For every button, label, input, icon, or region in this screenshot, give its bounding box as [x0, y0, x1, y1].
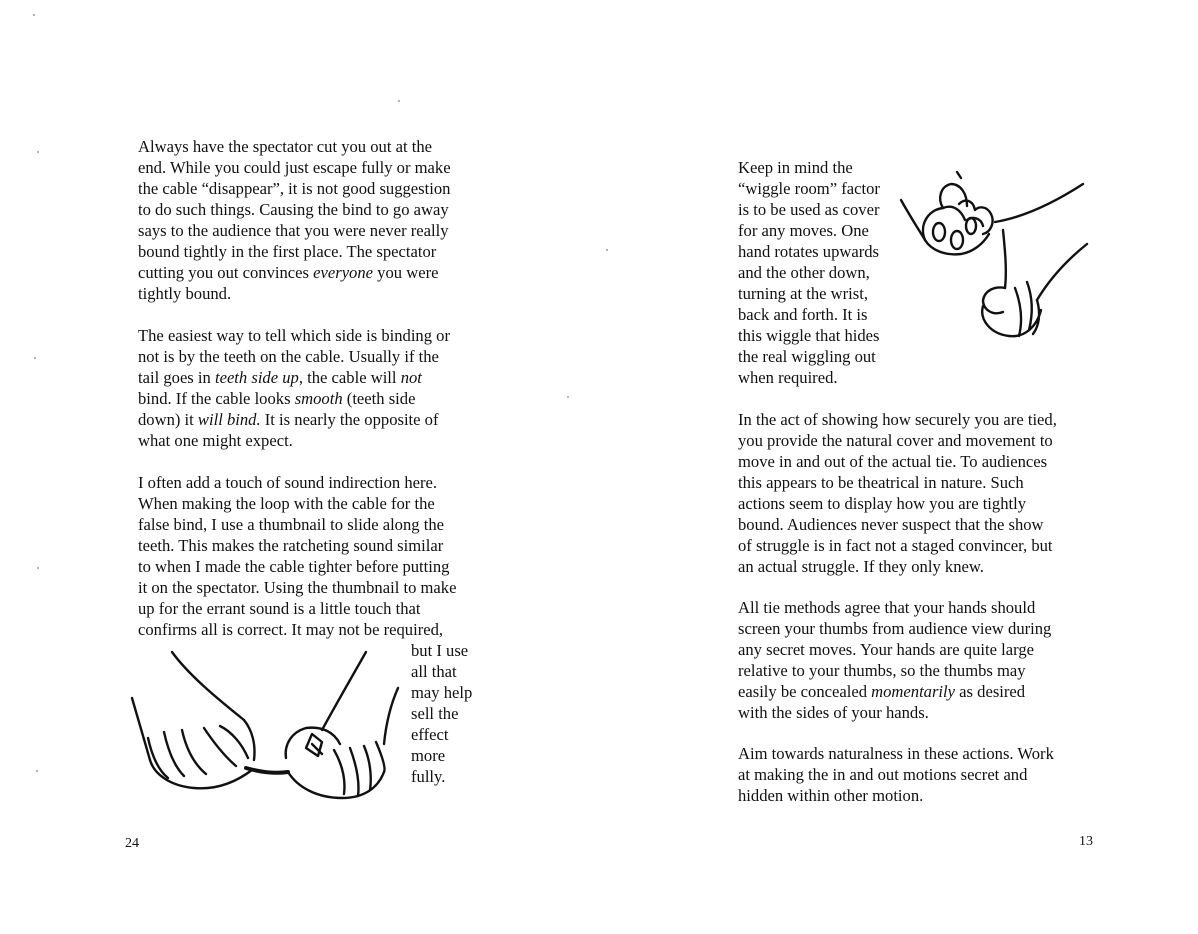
text-run: hand rotates upwards	[738, 242, 880, 261]
text-run: bind. If the cable looks	[138, 389, 295, 408]
scan-speck	[606, 249, 608, 251]
text-line	[738, 346, 880, 367]
text-run: screen your thumbs from audience view during	[738, 619, 1052, 638]
wiggling-bound-wrists-illustration	[899, 170, 1089, 348]
text-run: (teeth side	[342, 389, 416, 408]
italic-text: not	[400, 368, 422, 387]
text-run: I often add a touch of sound indirection here.	[138, 473, 438, 492]
text-line	[738, 409, 1057, 430]
italic-text: everyone	[313, 263, 374, 282]
text-line	[138, 325, 450, 346]
text-run: you provide the natural cover and movement to	[738, 431, 1053, 450]
text-run: hidden within other motion.	[738, 786, 924, 805]
paragraph-sound-indirection	[138, 472, 456, 640]
text-line	[138, 514, 456, 535]
text-line	[411, 640, 472, 661]
text-run: and the other down,	[738, 263, 870, 282]
text-run: to when I made the cable tighter before putting	[138, 557, 450, 576]
text-run: it on the spectator. Using the thumbnail to make	[138, 578, 457, 597]
text-line	[138, 199, 451, 220]
text-run: Aim towards naturalness in these actions. Work	[738, 744, 1054, 763]
text-run: Keep in mind the	[738, 158, 853, 177]
text-run: bound. Audiences never suspect that the show	[738, 515, 1044, 534]
text-run: at making the in and out motions secret and	[738, 765, 1028, 784]
text-run: an actual struggle. If they only knew.	[738, 557, 984, 576]
text-line	[738, 178, 880, 199]
text-run: teeth. This makes the ratcheting sound similar	[138, 536, 444, 555]
text-line	[138, 535, 456, 556]
text-line	[138, 556, 456, 577]
text-line	[738, 639, 1051, 660]
paragraph-natural-cover	[738, 409, 1057, 577]
italic-text: will bind.	[197, 410, 261, 429]
text-line	[411, 724, 472, 745]
text-run: bound tightly in the first place. The spectator	[138, 242, 437, 261]
text-run: end. While you could just escape fully or make	[138, 158, 451, 177]
text-run: When making the loop with the cable for the	[138, 494, 435, 513]
paragraph-cut-out	[138, 136, 451, 304]
text-line	[411, 703, 472, 724]
text-run: sell the	[411, 704, 459, 723]
right-page	[599, 0, 1198, 934]
text-run: the cable “disappear”, it is not good suggestion	[138, 179, 451, 198]
text-run: All tie methods agree that your hands should	[738, 598, 1036, 617]
paragraph-teeth-side	[138, 325, 450, 451]
text-line	[738, 764, 1054, 785]
text-line	[138, 346, 450, 367]
text-run: you were	[373, 263, 439, 282]
text-run: , the cable will	[298, 368, 401, 387]
text-line	[738, 367, 880, 388]
text-line	[138, 472, 456, 493]
text-run: move in and out of the actual tie. To audiences	[738, 452, 1048, 471]
text-line	[138, 430, 450, 451]
text-run: It is nearly the opposite of	[260, 410, 439, 429]
text-line	[138, 262, 451, 283]
text-run: when required.	[738, 368, 838, 387]
scan-speck	[37, 151, 39, 153]
text-run: may help	[411, 683, 473, 702]
text-run: false bind, I use a thumbnail to slide along the	[138, 515, 444, 534]
text-line	[738, 535, 1057, 556]
text-line	[738, 283, 880, 304]
text-run: for any moves. One	[738, 221, 869, 240]
text-line	[738, 618, 1051, 639]
text-run: the real wiggling out	[738, 347, 876, 366]
text-run: tightly bound.	[138, 284, 232, 303]
text-line	[738, 556, 1057, 577]
text-run: says to the audience that you were never really	[138, 221, 449, 240]
text-line	[738, 430, 1057, 451]
italic-text: smooth	[294, 389, 343, 408]
text-run: easily be concealed	[738, 682, 872, 701]
text-line	[138, 220, 451, 241]
text-line	[738, 262, 880, 283]
scan-speck	[37, 567, 39, 569]
scan-speck	[33, 14, 35, 16]
text-line	[138, 619, 456, 640]
text-run: but I use	[411, 641, 469, 660]
text-run: confirms all is correct. It may not be required,	[138, 620, 444, 639]
text-run: effect	[411, 725, 449, 744]
text-run: any secret moves. Your hands are quite large	[738, 640, 1034, 659]
text-run: turning at the wrist,	[738, 284, 868, 303]
text-run: all that	[411, 662, 457, 681]
text-line	[738, 681, 1051, 702]
paragraph-wrap-beside-illustration	[411, 640, 472, 787]
text-line	[138, 598, 456, 619]
text-run: In the act of showing how securely you are tied,	[738, 410, 1057, 429]
text-run: cutting you out convinces	[138, 263, 314, 282]
text-run: actions seem to display how you are tightly	[738, 494, 1027, 513]
text-line	[738, 451, 1057, 472]
scan-speck	[36, 770, 38, 772]
text-line	[738, 325, 880, 346]
text-line	[738, 743, 1054, 764]
text-line	[138, 178, 451, 199]
text-run: relative to your thumbs, so the thumbs may	[738, 661, 1026, 680]
scan-speck	[34, 357, 36, 359]
paragraph-screen-thumbs	[738, 597, 1051, 723]
text-line	[738, 472, 1057, 493]
text-line	[138, 388, 450, 409]
text-run: this wiggle that hides	[738, 326, 880, 345]
text-line	[738, 660, 1051, 681]
text-run: “wiggle room” factor	[738, 179, 880, 198]
paragraph-wiggle-room	[738, 157, 880, 388]
paragraph-naturalness	[738, 743, 1054, 806]
scan-speck	[567, 396, 569, 398]
hands-pulling-cable-tie-illustration	[128, 648, 400, 804]
text-line	[738, 220, 880, 241]
text-line	[738, 702, 1051, 723]
text-run: this appears to be theatrical in nature. Such	[738, 473, 1024, 492]
text-line	[138, 577, 456, 598]
text-line	[138, 367, 450, 388]
text-run: to do such things. Causing the bind to go away	[138, 200, 449, 219]
text-line	[138, 241, 451, 262]
text-line	[738, 597, 1051, 618]
text-line	[138, 409, 450, 430]
text-run: down) it	[138, 410, 198, 429]
text-line	[411, 661, 472, 682]
text-run: tail goes in	[138, 368, 215, 387]
text-line	[411, 682, 472, 703]
text-line	[738, 785, 1054, 806]
italic-text: teeth side up	[214, 368, 299, 387]
page-number: 13	[1079, 834, 1093, 849]
text-run: as desired	[955, 682, 1026, 701]
text-run: Always have the spectator cut you out at the	[138, 137, 432, 156]
text-line	[738, 241, 880, 262]
text-run: The easiest way to tell which side is binding or	[138, 326, 450, 345]
italic-text: momentarily	[871, 682, 956, 701]
scan-speck	[398, 100, 400, 102]
text-run: of struggle is in fact not a staged convincer, but	[738, 536, 1053, 555]
text-line	[411, 745, 472, 766]
text-run: is to be used as cover	[738, 200, 880, 219]
text-line	[738, 157, 880, 178]
text-run: back and forth. It is	[738, 305, 868, 324]
text-line	[411, 766, 472, 787]
text-line	[738, 199, 880, 220]
text-run: more	[411, 746, 446, 765]
text-run: not is by the teeth on the cable. Usually if the	[138, 347, 439, 366]
text-line	[138, 157, 451, 178]
text-line	[738, 304, 880, 325]
text-line	[138, 493, 456, 514]
text-line	[138, 283, 451, 304]
text-line	[738, 514, 1057, 535]
text-line	[138, 136, 451, 157]
page-number: 24	[125, 836, 139, 851]
text-run: what one might expect.	[138, 431, 293, 450]
text-line	[738, 493, 1057, 514]
text-run: with the sides of your hands.	[738, 703, 929, 722]
text-run: up for the errant sound is a little touch that	[138, 599, 421, 618]
text-run: fully.	[411, 767, 446, 786]
